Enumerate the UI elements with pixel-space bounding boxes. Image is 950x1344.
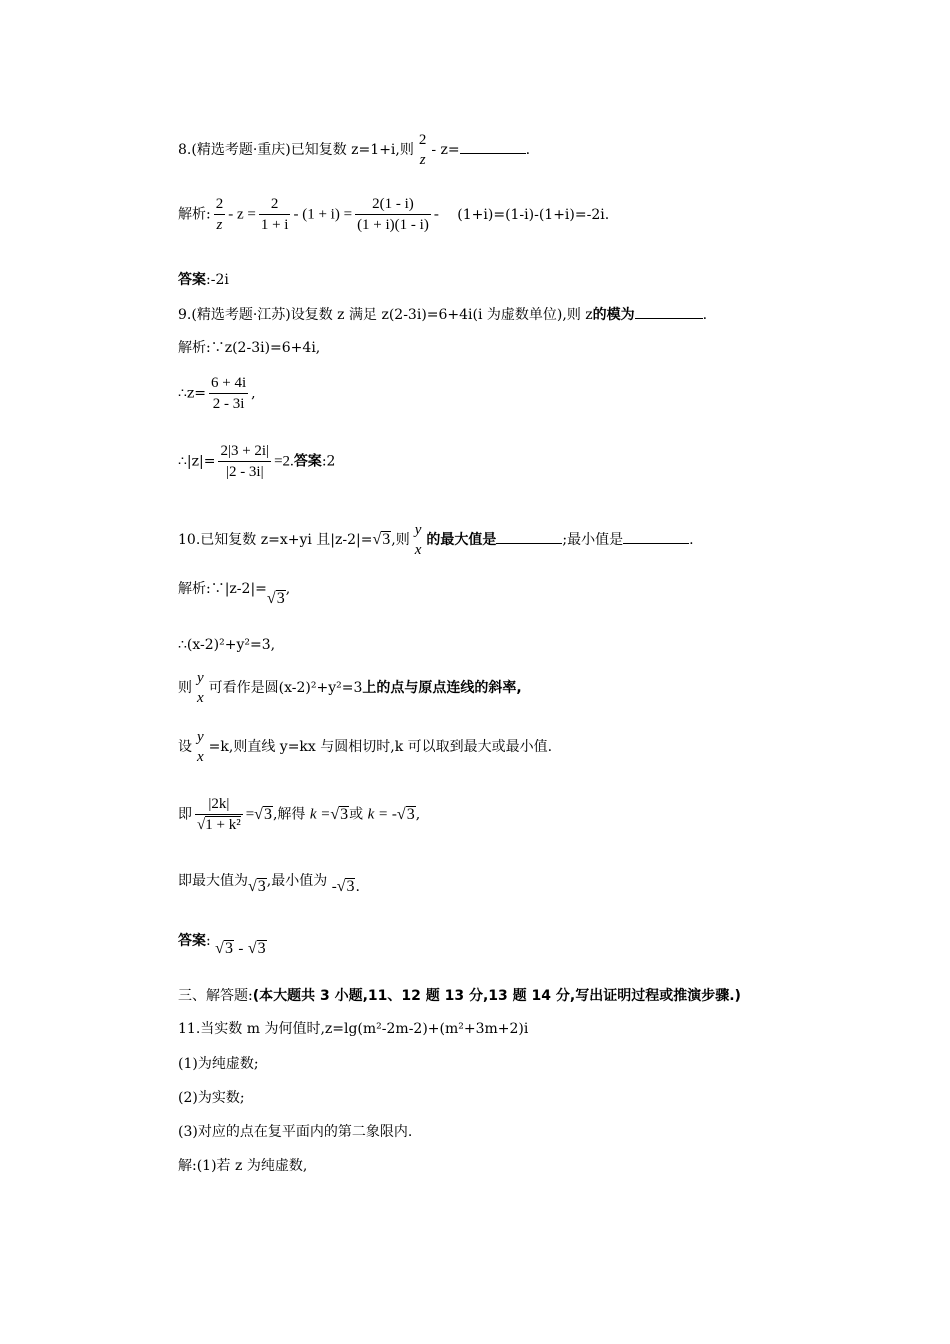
q9-step1-frac xyxy=(209,373,248,414)
q8-answer-blank xyxy=(460,141,526,154)
q9-step1-num: 6 + 4i xyxy=(209,373,248,394)
q10-sol6-prefix: 即最大值为 xyxy=(178,873,248,889)
q9-sol-label xyxy=(178,339,320,357)
q8-answer-value: :-2i xyxy=(206,272,229,288)
q10-fraction-num: y xyxy=(414,522,422,538)
q10-question xyxy=(178,520,694,560)
q8-fraction-num: 2 xyxy=(418,132,427,148)
q8-sol-frac1-num: 2 xyxy=(214,194,226,215)
q10-sol1-sqrt-value: 3 xyxy=(276,590,285,607)
q9-step2-frac xyxy=(218,441,271,482)
q8-sol-tail: (1+i)=(1-i)-(1+i)=-2i. xyxy=(457,206,610,223)
q10-sol5-k2: k = - xyxy=(367,806,397,823)
q9-step1-prefix: ∴z= xyxy=(178,385,207,402)
q10-sol1-end: , xyxy=(285,581,291,597)
q9-answer-value: :2 xyxy=(321,453,336,470)
section3-title xyxy=(178,987,741,1005)
q10-question-prefix: 10.已知复数 z=x+yi 且|z-2|= xyxy=(178,532,373,548)
q10-question-mid2: ;最小值是 xyxy=(562,532,624,548)
q10-question-mid1: ,则 xyxy=(391,532,410,548)
q10-sol5-den-radicand: 1 + k² xyxy=(205,817,241,833)
q10-sol5-prefix: 即 xyxy=(178,806,192,823)
q10-sol2-text: ∴(x-2)²+y²=3, xyxy=(178,637,276,653)
q10-sol3-mid: 可看作是圆(x-2)²+y²=3 xyxy=(208,680,363,696)
q10-question-bold: 的最大值是 xyxy=(426,532,497,548)
q10-sol4-text: =k,则直线 y=kx 与圆相切时,k 可以取到最大或最小值. xyxy=(208,739,553,755)
q10-sol5-sqrt: √3 xyxy=(254,805,272,823)
q9-step1-end: , xyxy=(251,385,256,402)
q9-question xyxy=(178,306,707,324)
q10-min-blank xyxy=(623,531,689,544)
q10-sol6-min-value: 3 xyxy=(346,878,355,895)
q10-sol-line3 xyxy=(178,668,522,708)
q10-sol6-end: . xyxy=(355,879,360,895)
q8-sol-term3: - xyxy=(433,206,439,223)
q8-fraction xyxy=(417,130,429,170)
q8-answer xyxy=(178,271,229,289)
q10-sol5-num: |2k| xyxy=(195,794,243,815)
q8-sol-frac2-num: 2 xyxy=(259,194,291,215)
q8-question-prefix: 8.(精选考题·重庆)已知复数 z=1+i,则 xyxy=(178,142,414,158)
q10-sol5-or: 或 xyxy=(349,806,364,823)
q9-step2-den: |2 - 3i| xyxy=(225,464,264,480)
q10-sol-line6 xyxy=(178,872,360,895)
q8-sol-frac1-den: z xyxy=(216,217,223,233)
q9-question-bold: 的模为 xyxy=(592,307,635,323)
q10-sol5-sqrt-value: 3 xyxy=(263,805,272,823)
q9-question-text: 9.(精选考题·江苏)设复数 z 满足 z(2-3i)=6+4i(i 为虚数单位),则 z xyxy=(178,307,593,323)
q10-sol6-max-sqrt: √3 xyxy=(248,878,266,895)
q10-answer-min-value: 3 xyxy=(257,940,266,957)
q10-max-blank xyxy=(496,531,562,544)
q11-part2 xyxy=(178,1089,245,1107)
q11-part3-text: (3)对应的点在复平面内的第二象限内. xyxy=(178,1124,413,1140)
q10-sol3-frac xyxy=(195,668,206,708)
q9-step2-num: 2|3 + 2i| xyxy=(218,441,271,462)
q11-part2-text: (2)为实数; xyxy=(178,1090,245,1106)
q8-answer-label: 答案 xyxy=(178,272,206,288)
q10-sol1-sqrt: √3 xyxy=(266,590,285,607)
q9-sol-label-text: 解析:∵z(2-3i)=6+4i, xyxy=(178,340,321,356)
q10-sqrt3-radical: √3 xyxy=(372,531,391,548)
q10-sol3-frac-num: y xyxy=(197,670,204,686)
q8-sol-frac3 xyxy=(355,194,431,235)
q10-answer-minus: - xyxy=(238,941,244,957)
q9-answer-blank xyxy=(635,306,703,319)
q10-sol5-k2-sqrt-value: 3 xyxy=(406,805,415,823)
q10-sol-line5: 即 $\frac{|2k|}{\text{√1 + k²}}$ =√3,解得 k =√3或 k = -√3, xyxy=(178,796,421,833)
section3-title-bold: (本大题共 3 小题,11、12 题 13 分,13 题 14 分,写出证明过程或推演步骤.) xyxy=(252,988,741,1004)
q10-sol3-prefix: 则 xyxy=(178,680,192,696)
q10-sol1-prefix: 解析:∵|z-2|= xyxy=(178,581,267,597)
q8-sol-term2: - (1 + i) = xyxy=(293,206,353,223)
q11-sol1-text: 解:(1)若 z 为纯虚数, xyxy=(178,1158,308,1174)
q11-part1 xyxy=(178,1055,259,1073)
q10-sol5-end: , xyxy=(415,806,421,823)
q10-sol-line2 xyxy=(178,636,275,654)
q10-sol4-frac-num: y xyxy=(197,729,204,745)
q10-fraction xyxy=(413,520,424,560)
q8-sol-frac1 xyxy=(214,194,226,235)
q8-sol-label: 解析: xyxy=(178,206,211,223)
q10-answer xyxy=(178,932,267,957)
q10-answer-min: √3 xyxy=(247,940,266,957)
q10-sol-line4 xyxy=(178,727,552,767)
q9-step2 xyxy=(178,441,335,482)
q11-part3 xyxy=(178,1123,412,1141)
q11-question-text: 11.当实数 m 为何值时,z=lg(m²-2m-2)+(m²+3m+2)i xyxy=(178,1021,529,1037)
q9-step2-end: =2. xyxy=(274,453,294,470)
q10-answer-label: 答案 xyxy=(178,933,206,949)
q10-sol-line1 xyxy=(178,580,291,607)
q9-answer-label: 答案 xyxy=(293,453,322,470)
q10-sol5-k1: k = xyxy=(309,806,331,823)
q10-answer-max: √3 xyxy=(215,940,233,957)
q10-answer-max-value: 3 xyxy=(224,940,233,957)
q10-sol5-frac xyxy=(195,794,243,835)
q9-step2-prefix: ∴|z|= xyxy=(178,453,216,470)
q10-sol5-k1-sqrt-value: 3 xyxy=(340,805,349,823)
q8-sol-frac2 xyxy=(259,194,291,235)
q10-question-end: . xyxy=(689,532,694,548)
q10-sqrt3-value: 3 xyxy=(382,531,391,548)
q8-sol-frac2-den: 1 + i xyxy=(260,217,289,233)
q10-answer-colon: : xyxy=(206,933,211,949)
q8-question-mid: - z= xyxy=(431,142,460,158)
q8-sol-frac3-num: 2(1 - i) xyxy=(355,194,431,215)
q10-sol6-mid: ,最小值为 xyxy=(266,873,328,889)
q11-question xyxy=(178,1020,528,1038)
section3-title-prefix: 三、解答题: xyxy=(178,988,253,1004)
q11-part1-text: (1)为纯虚数; xyxy=(178,1056,259,1072)
q10-sol6-minus: - xyxy=(331,879,337,895)
q8-sol-term1: - z = xyxy=(228,206,256,223)
q10-sol5-k2-sqrt: √3 xyxy=(396,805,415,823)
q10-sol6-max-value: 3 xyxy=(257,878,266,895)
q9-step1 xyxy=(178,373,256,414)
q10-sol5-k1-sqrt: √3 xyxy=(330,805,349,823)
q10-sol4-prefix: 设 xyxy=(178,739,192,755)
q8-fraction-den: z xyxy=(419,152,426,168)
q10-sol4-frac-den: x xyxy=(197,749,204,765)
q9-question-end: . xyxy=(702,307,708,323)
q11-sol-line1 xyxy=(178,1157,307,1175)
q9-step1-den: 2 - 3i xyxy=(212,396,245,412)
q8-question xyxy=(178,130,530,170)
q8-solution xyxy=(178,194,609,235)
q10-sol4-frac xyxy=(195,727,206,767)
q10-sol6-min-sqrt: √3 xyxy=(336,878,355,895)
q10-sol3-frac-den: x xyxy=(197,690,204,706)
q10-sol5-mid: ,解得 xyxy=(272,806,306,823)
q8-question-end: . xyxy=(525,142,531,158)
q8-sol-frac3-den: (1 + i)(1 - i) xyxy=(357,217,429,233)
q10-sol3-bold: 上的点与原点连线的斜率, xyxy=(362,680,522,696)
q10-sol5-den: √1 + k² xyxy=(197,817,241,833)
q10-fraction-den: x xyxy=(414,542,422,558)
